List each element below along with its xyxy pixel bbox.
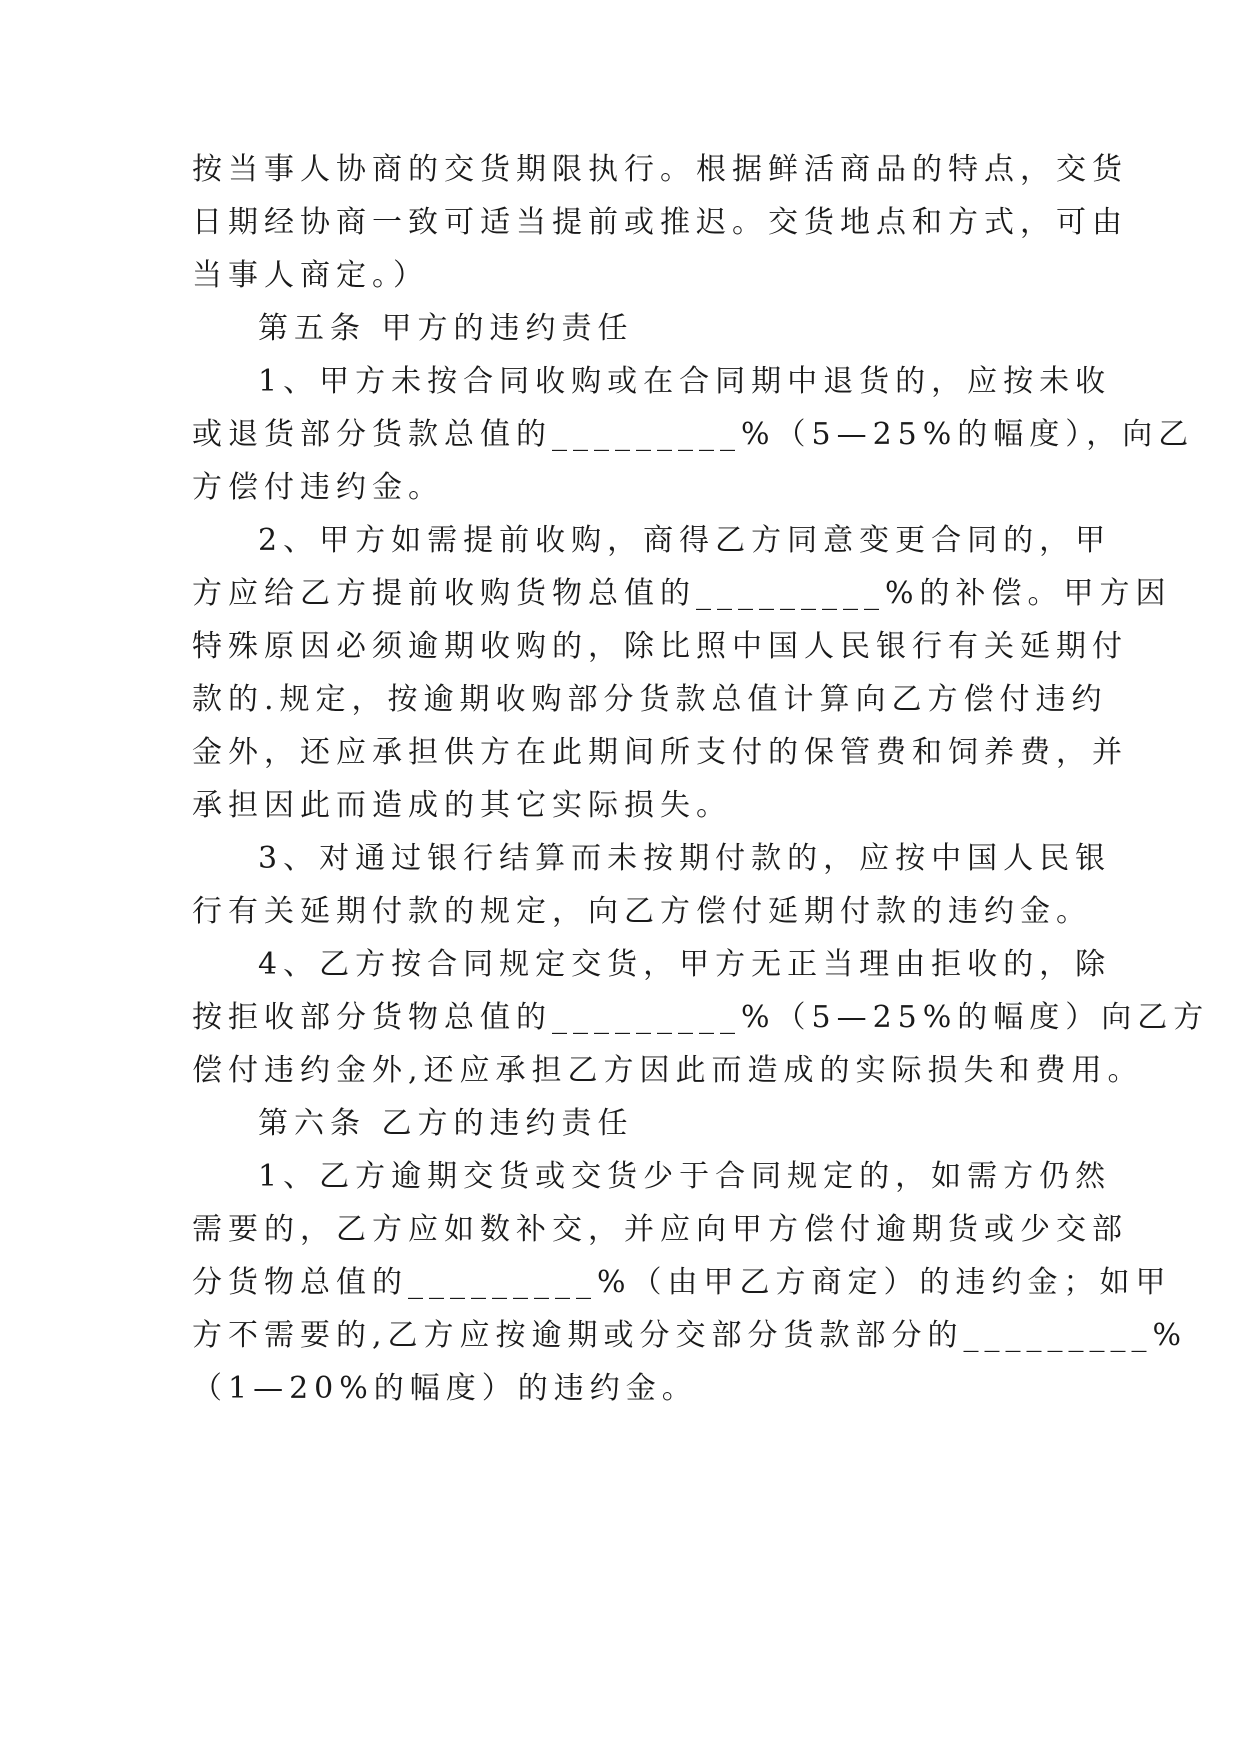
clause-line: 3、对通过银行结算而未按期付款的，应按中国人民银	[258, 841, 1112, 876]
body-line: （1—20%的幅度）的违约金。	[192, 1371, 698, 1406]
section-heading: 第五条 甲方的违约责任	[258, 311, 634, 346]
body-line: 日期经协商一致可适当提前或推迟。交货地点和方式，可由	[192, 205, 1128, 240]
body-line: 按拒收部分货物总值的_________%（5—25%的幅度）向乙方	[192, 1000, 1210, 1035]
body-line: 需要的，乙方应如数补交，并应向甲方偿付逾期货或少交部	[192, 1212, 1128, 1247]
section-heading: 第六条 乙方的违约责任	[258, 1106, 634, 1141]
body-line: 方偿付违约金。	[192, 470, 444, 505]
body-line: 方应给乙方提前收购货物总值的_________%的补偿。甲方因	[192, 576, 1172, 611]
clause-line: 4、乙方按合同规定交货，甲方无正当理由拒收的，除	[258, 947, 1112, 982]
body-line: 按当事人协商的交货期限执行。根据鲜活商品的特点，交货	[192, 152, 1128, 187]
body-line: 或退货部分货款总值的_________%（5—25%的幅度），向乙	[192, 417, 1195, 452]
body-line: 金外，还应承担供方在此期间所支付的保管费和饲养费，并	[192, 735, 1128, 770]
body-line: 行有关延期付款的规定，向乙方偿付延期付款的违约金。	[192, 894, 1092, 929]
clause-line: 2、甲方如需提前收购，商得乙方同意变更合同的，甲	[258, 523, 1112, 558]
body-line: 承担因此而造成的其它实际损失。	[192, 788, 732, 823]
body-line: 当事人商定。）	[192, 258, 429, 293]
clause-line: 1、乙方逾期交货或交货少于合同规定的，如需方仍然	[258, 1159, 1112, 1194]
body-line: 分货物总值的_________%（由甲乙方商定）的违约金；如甲	[192, 1265, 1172, 1300]
body-line: 特殊原因必须逾期收购的，除比照中国人民银行有关延期付	[192, 629, 1128, 664]
clause-line: 1、甲方未按合同收购或在合同期中退货的，应按未收	[258, 364, 1112, 399]
body-line: 偿付违约金外,还应承担乙方因此而造成的实际损失和费用。	[192, 1053, 1144, 1088]
body-line: 款的.规定，按逾期收购部分货款总值计算向乙方偿付违约	[192, 682, 1108, 717]
body-line: 方不需要的,乙方应按逾期或分交部分货款部分的_________%	[192, 1318, 1188, 1353]
